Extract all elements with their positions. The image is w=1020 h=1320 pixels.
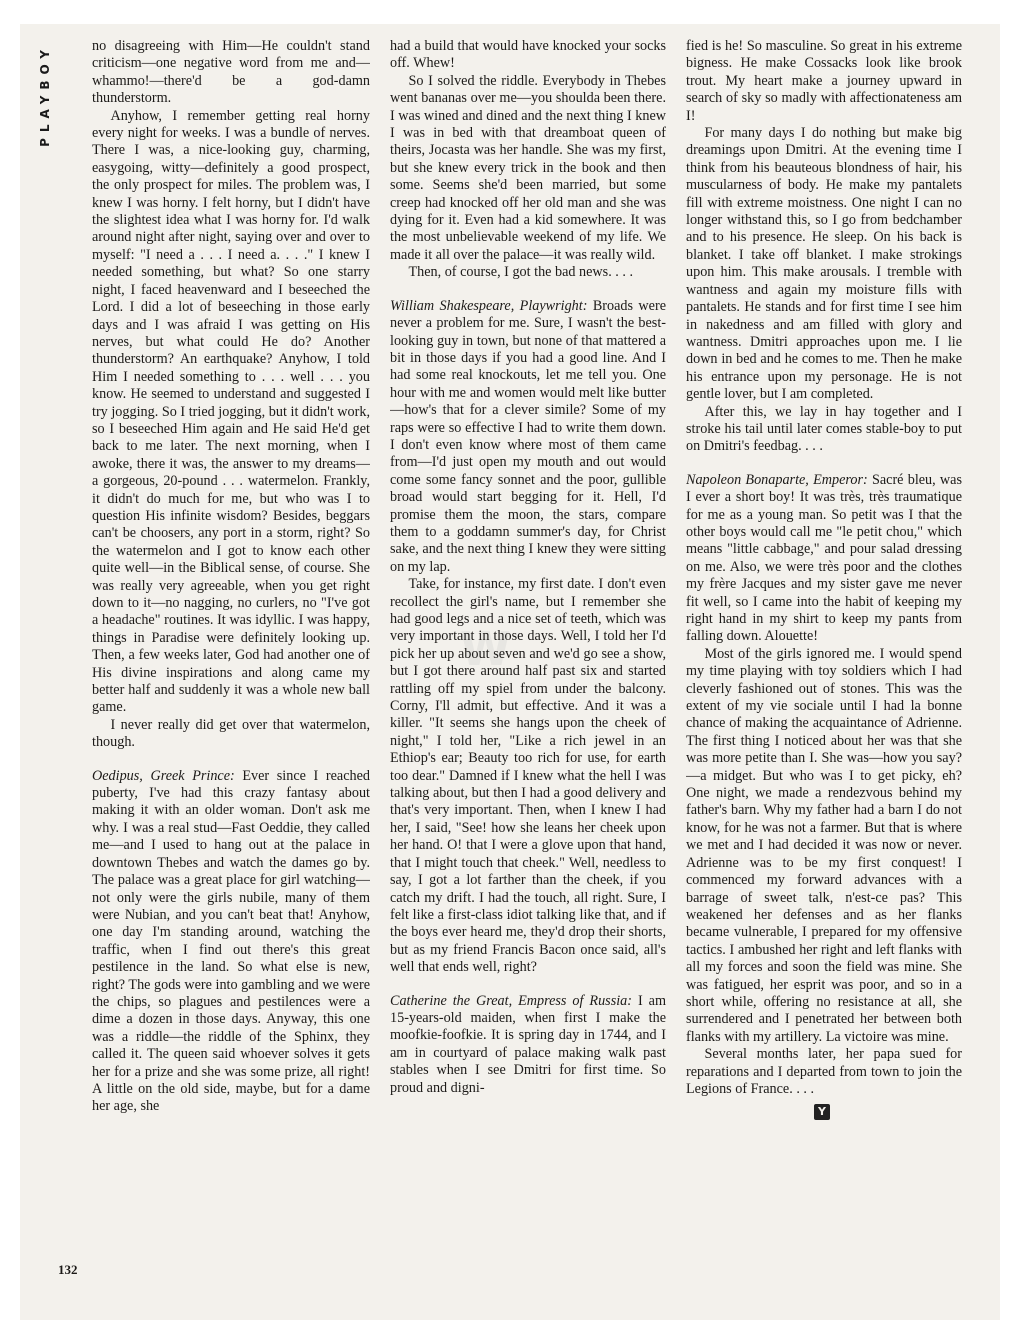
paragraph: had a build that would have knocked your socks off. Whew! [390,38,666,72]
paragraph: For many days I do nothing but make big dreamings upon Dmitri. At the evening time I think from his beauteous blondness of hair, his muscularness of body. He make my pantalets fill with extreme moistness. One night I can no longer withstand this, so I go from bedchamber and to his presence. He sleep. On his back is blanket. I take off blanket. I make strokings upon him. This make arousals. I tremble with wantness and again my moisture fills with pantalets. He stands and for first time I see him in nakedness and am filled with glory and wantness. Dmitri approaches upon me. I lie down in bed and he comes to me. Then he make his entrance upon my personage. He is not gentle lover, but I am completed. [686,125,962,403]
paragraph: So I solved the riddle. Everybody in Thebes went bananas over me—you shoulda been there. I was wined and dined and the next thing I knew I was in bed with that dreamboat queen of theirs, Jocasta was her handle. She was my first, but she knew every trick in the book and then some. Seems she'd been married, but some creep had knocked off her old man and she was dying for it. Even had a kid somewhere. It was the most unbelievable weekend of my life. We made it all over the palace—it was really wild. [390,72,666,263]
paragraph: fied is he! So masculine. So great in his extreme bigness. He make Cossacks look like brook trout. My heart make a journey upward in search of sky so madly with affectionateness am I! [686,38,962,124]
paragraph: I never really did get over that watermelon, though. [92,716,370,751]
paragraph: Napoleon Bonaparte, Emperor: Sacré bleu, was I ever a short boy! It was très, très traumatique for me as a young man. So petit was I that the other boys would call me "le petit chou," which means "little cabbage," and pour salad dressing on me. Also, we were très poor and the clothes my frère Jacques and my sister gave me never fit well, so I came into the habit of keeping my right hand in my shirt to keep my pants from falling down. Alouette! [686,471,962,645]
speaker-name: Oedipus, Greek Prince: [92,767,235,784]
speaker-name: William Shakespeare, Playwright: [390,297,588,314]
speaker-name: Napoleon Bonaparte, Emperor: [686,471,868,488]
paragraph: Anyhow, I remember getting real horny every night for weeks. I was a bundle of nerves. There I was, a nice-looking guy, charming, easygoing, witty—definitely a good prospect, the only prospect for miles. The problem was, I knew I was horny. I felt horny, but I didn't have the slightest idea what I was horny for. I'd walk around night after night, saying over and over to myself: "I need a . . . I need a. . . ." I knew I needed something, but what? So one starry night, I faced heavenward and I beseeched the Lord. I did a lot of beseeching in those early days and I was afraid I was getting on His nerves, but what could He do? Another thunderstorm? An earthquake? Anyhow, I told Him I needed something to . . . well . . . you know. He seemed to understand and suggested I try jogging. So I tried jogging, but it didn't work, so I beseeched Him again and He said He'd get back to me later. The next morning, when I awoke, there it was, the answer to my dreams—a gorgeous, 20-pound . . . watermelon. Frankly, it didn't do much for me, but who was I to question His infinite wisdom? Besides, beggars can't be choosers, any port in a storm, right? So the watermelon and I got to know each other quite well—in the Biblical sense, of course. She was really very agreeable, when you get right down to it—no nagging, no curlers, no "I've got a headache" routines. It was idyllic. I was happy, things in Paradise were definitely looking up. Then, a few weeks later, God had another one of His divine inspirations and along came my better half and suddenly it was a whole new ball game. [92,107,370,716]
paragraph: Several months later, her papa sued for reparations and I departed from town to join the Legions of France. . . . [686,1046,962,1097]
paragraph: Catherine the Great, Empress of Russia: I am 15-years-old maiden, when first I make the moofkie-foofkie. It is spring day in 1744, and I am in courtyard of palace making walk past stables when I see Dmitri for first time. So proud and digni- [390,992,666,1096]
paragraph: no disagreeing with Him—He couldn't stand criticism—one negative word from me and—whammo!—there'd be a god-damn thunderstorm. [92,38,370,107]
watermark: W [460,622,513,676]
paragraph: Most of the girls ignored me. I would spend my time playing with toy soldiers which I had cleverly fashioned out of stones. This was the extent of my vie sociale until I had la bonne chance of making the acquaintance of Adrienne. The first thing I noticed about her was that she was more petite than I. She was—how you say?—a midget. But who was I to get picky, eh? One night, we made a rendezvous behind my father's barn. Why my father had a barn I do not know, for he was not a farmer. But that is where we met and I had decided it was now or never. Adrienne was to be my first conquest! I commenced my forward advances with a barrage of sweet talk, n'est-ce pas? This weakened her defenses and as her flanks became vulnerable, I prepared for my offensive tactics. I ambushed her right and left flanks with all my forces and soon the field was mine. She was fatigued, her esprit was poor, and so in a short while, offering no resistance at all, she surrendered and I penetrated her between both flanks with my artillery. La victoire was mine. [686,645,962,1045]
text-column-2 [390,38,666,1278]
speaker-name: Catherine the Great, Empress of Russia: [390,992,632,1009]
paragraph: After this, we lay in hay together and I stroke his tail until later comes stable-boy to put on Dmitri's feedbag. . . . [686,403,962,455]
paragraph: William Shakespeare, Playwright: Broads were never a problem for me. Sure, I wasn't the best-looking guy in town, but none of that mattered a bit in those days if you had a good line. And I had some real knockouts, let me tell you. One hour with me and women would melt like butter—how's that for a clever simile? Some of my raps were so effective I had to write them down. I don't even know where most of them came from—I'd just open my mouth and out would come some fancy sonnet and the poor, gullible broad would start begging for it. Hell, I'd promise them the moon, the stars, compare them to a goddamn summer's day, for Christ sake, and the next thing I knew they were sitting on my lap. [390,297,666,575]
page-number: 132 [58,1262,78,1277]
paragraph: Take, for instance, my first date. I don't even recollect the girl's name, but I remember she had good legs and a nice set of teeth, which was very important in those days. Well, I told her I'd pick her up about seven and we'd go see a show, but I got there around half past six and started rattling off my spiel from under the balcony. Corny, I'll admit, but effective. And it was a killer. "It seems she hangs upon the cheek of night," I told her, "Like a rich jewel in an Ethiop's ear; Beauty too rich for use, for earth too dear." Damned if I knew what the hell I was talking about, but then I had a good delivery and that's very important. Then, when I knew I had her, I said, "See! how she leans her cheek upon her hand. O! that I were a glove upon that hand, that I might touch that cheek." Well, needless to say, I got a lot farther than the cheek, if you catch my drift. I had the touch, all right. Sure, I felt like a first-class idiot talking like that, and if the boys ever heard me, they'd drop their shorts, but as my friend Francis Bacon once said, all's well that ends well, right? [390,576,666,976]
text-column-3 [686,38,962,1278]
end-mark-icon: Y [814,1104,830,1120]
paragraph: Oedipus, Greek Prince: Ever since I reached puberty, I've had this crazy fantasy about making it with an older woman. Don't ask me why. I was a real stud—Fast Oeddie, they called me—and I used to hang out at the palace in downtown Thebes and watch the dames go by. The palace was a great place for girl watching—not only were the girls nubile, many of them were Nubian, and you can't beat that! Anyhow, one day I'm standing around, watching the traffic, when I find out there's this great pestilence in the land. So what else is new, right? The gods were into gambling and we were the chips, so plagues and pestilences were a dime a dozen in those days. Anyway, this one was a riddle—the riddle of the Sphinx, they called it. The queen said whoever solves it gets her for a prize and she was some prize, all right! A little on the old side, maybe, but for a dame her age, she [92,767,370,1115]
paragraph: Then, of course, I got the bad news. . . . [408,264,634,281]
text-column-1 [92,38,370,1278]
magazine-name-tab: PLAYBOY [38,44,52,147]
